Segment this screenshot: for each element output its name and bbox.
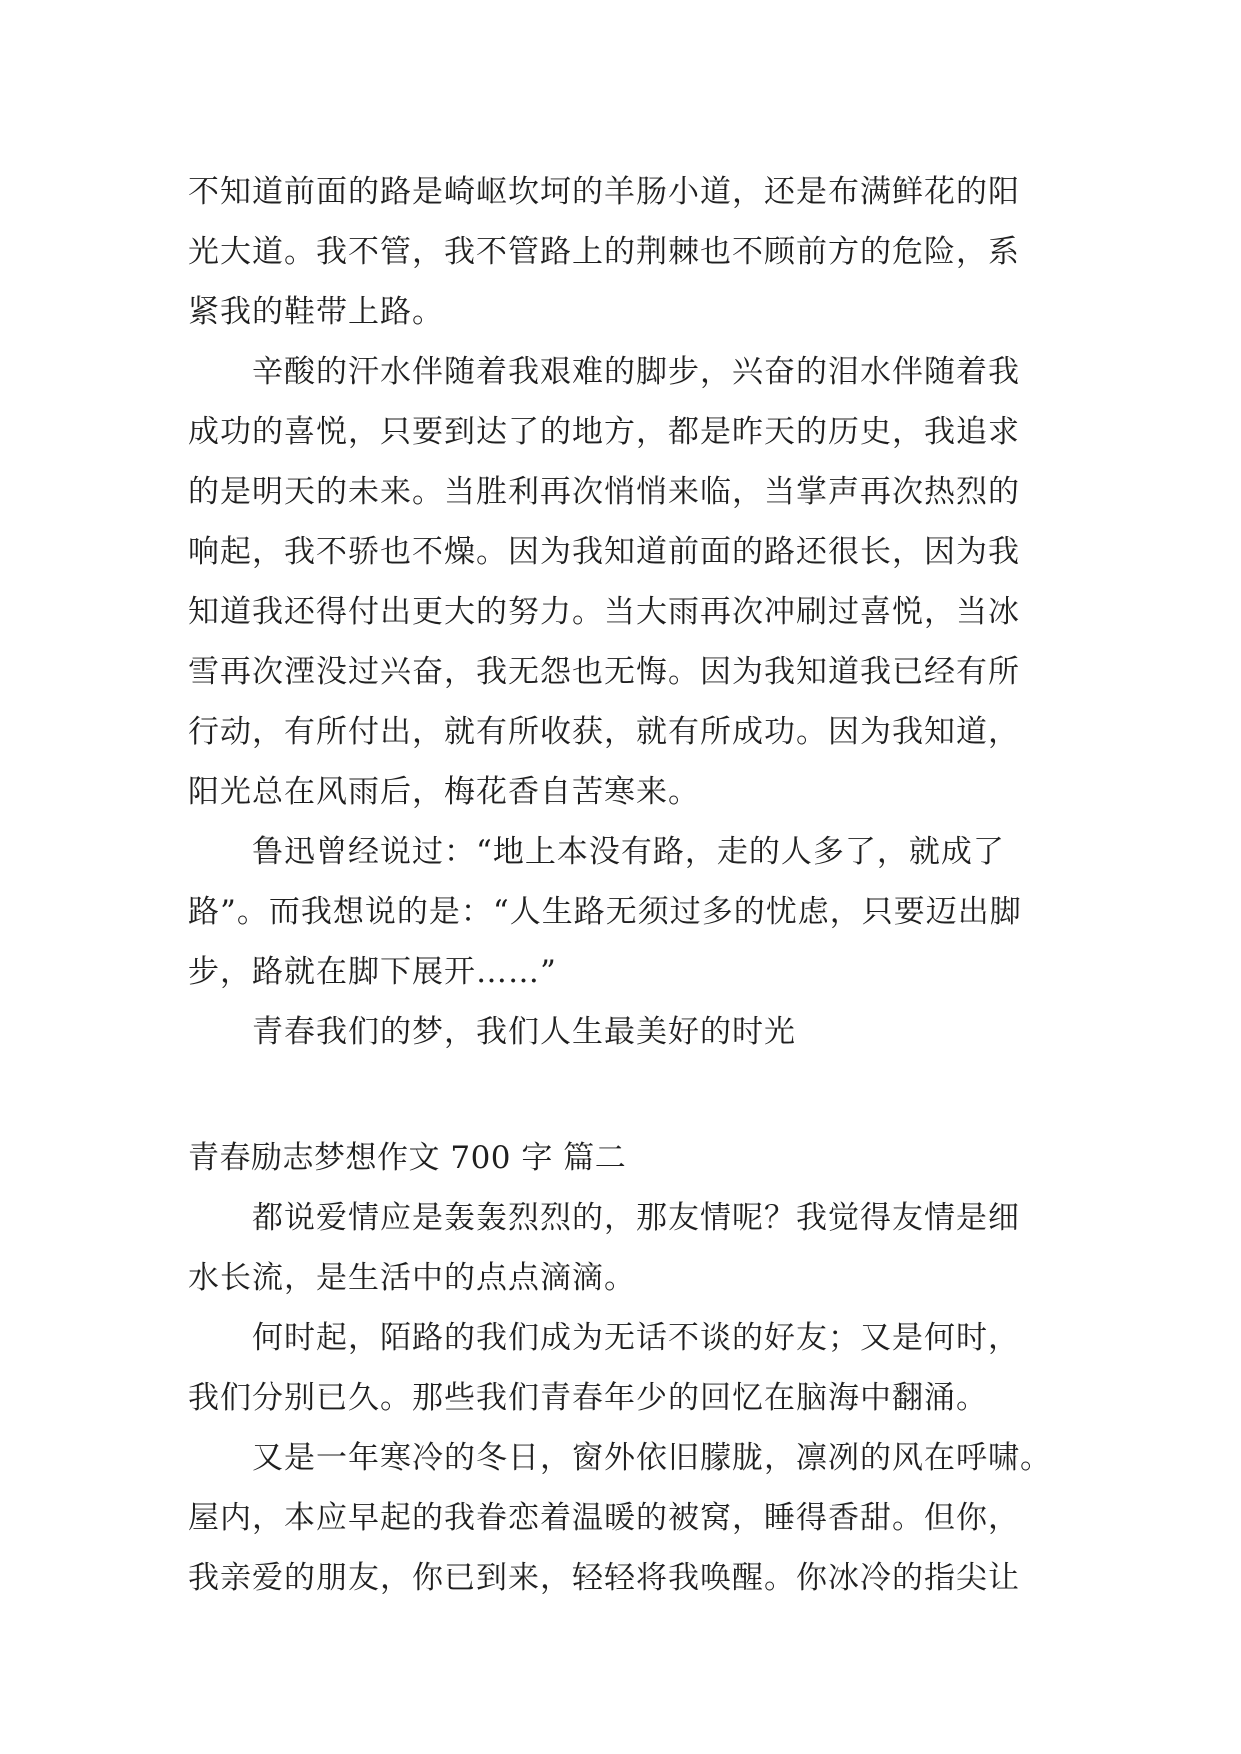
text-line: 知道我还得付出更大的努力。当大雨再次冲刷过喜悦，当冰 bbox=[188, 594, 1020, 630]
text-line: 成功的喜悦，只要到达了的地方，都是昨天的历史，我追求 bbox=[188, 414, 1020, 450]
text-line: 都说爱情应是轰轰烈烈的，那友情呢？我觉得友情是细 bbox=[252, 1200, 1020, 1236]
text-line: 我亲爱的朋友，你已到来，轻轻将我唤醒。你冰冷的指尖让 bbox=[188, 1560, 1020, 1596]
text-line: 又是一年寒冷的冬日，窗外依旧朦胧，凛冽的风在呼啸。 bbox=[252, 1440, 1052, 1476]
section-two bbox=[188, 1128, 1060, 1608]
text-line: 不知道前面的路是崎岖坎坷的羊肠小道，还是布满鲜花的阳 bbox=[188, 174, 1020, 210]
text-line: 雪再次湮没过兴奋，我无怨也无悔。因为我知道我已经有所 bbox=[188, 654, 1020, 690]
paragraph bbox=[188, 1002, 1060, 1062]
paragraph bbox=[188, 1428, 1060, 1608]
section-heading: 青春励志梦想作文 700 字 篇二 bbox=[188, 1140, 627, 1176]
text-line: 阳光总在风雨后，梅花香自苦寒来。 bbox=[188, 774, 700, 810]
text-line: 步，路就在脚下展开……” bbox=[188, 954, 557, 990]
text-line: 水长流，是生活中的点点滴滴。 bbox=[188, 1260, 636, 1296]
paragraph bbox=[188, 822, 1060, 1002]
paragraph bbox=[188, 342, 1060, 822]
paragraph bbox=[188, 1188, 1060, 1308]
paragraph bbox=[188, 1308, 1060, 1428]
text-line: 辛酸的汗水伴随着我艰难的脚步，兴奋的泪水伴随着我 bbox=[252, 354, 1020, 390]
section-spacer bbox=[188, 1062, 1060, 1128]
section-one bbox=[188, 162, 1060, 1062]
text-line: 鲁迅曾经说过：“地上本没有路，走的人多了，就成了 bbox=[252, 834, 1005, 870]
paragraph bbox=[188, 162, 1060, 342]
document-body bbox=[188, 162, 1060, 1608]
text-line: 的是明天的未来。当胜利再次悄悄来临，当掌声再次热烈的 bbox=[188, 474, 1020, 510]
text-line: 屋内，本应早起的我眷恋着温暖的被窝，睡得香甜。但你， bbox=[188, 1500, 1020, 1536]
text-line: 我们分别已久。那些我们青春年少的回忆在脑海中翻涌。 bbox=[188, 1380, 988, 1416]
text-line: 光大道。我不管，我不管路上的荆棘也不顾前方的危险，系 bbox=[188, 234, 1020, 270]
text-line: 何时起，陌路的我们成为无话不谈的好友；又是何时， bbox=[252, 1320, 1020, 1356]
text-line: 响起，我不骄也不燥。因为我知道前面的路还很长，因为我 bbox=[188, 534, 1020, 570]
text-line: 青春我们的梦，我们人生最美好的时光 bbox=[252, 1014, 796, 1050]
text-line: 紧我的鞋带上路。 bbox=[188, 294, 444, 330]
text-line: 行动，有所付出，就有所收获，就有所成功。因为我知道， bbox=[188, 714, 1020, 750]
text-line: 路”。而我想说的是：“人生路无须过多的忧虑，只要迈出脚 bbox=[188, 894, 1022, 930]
